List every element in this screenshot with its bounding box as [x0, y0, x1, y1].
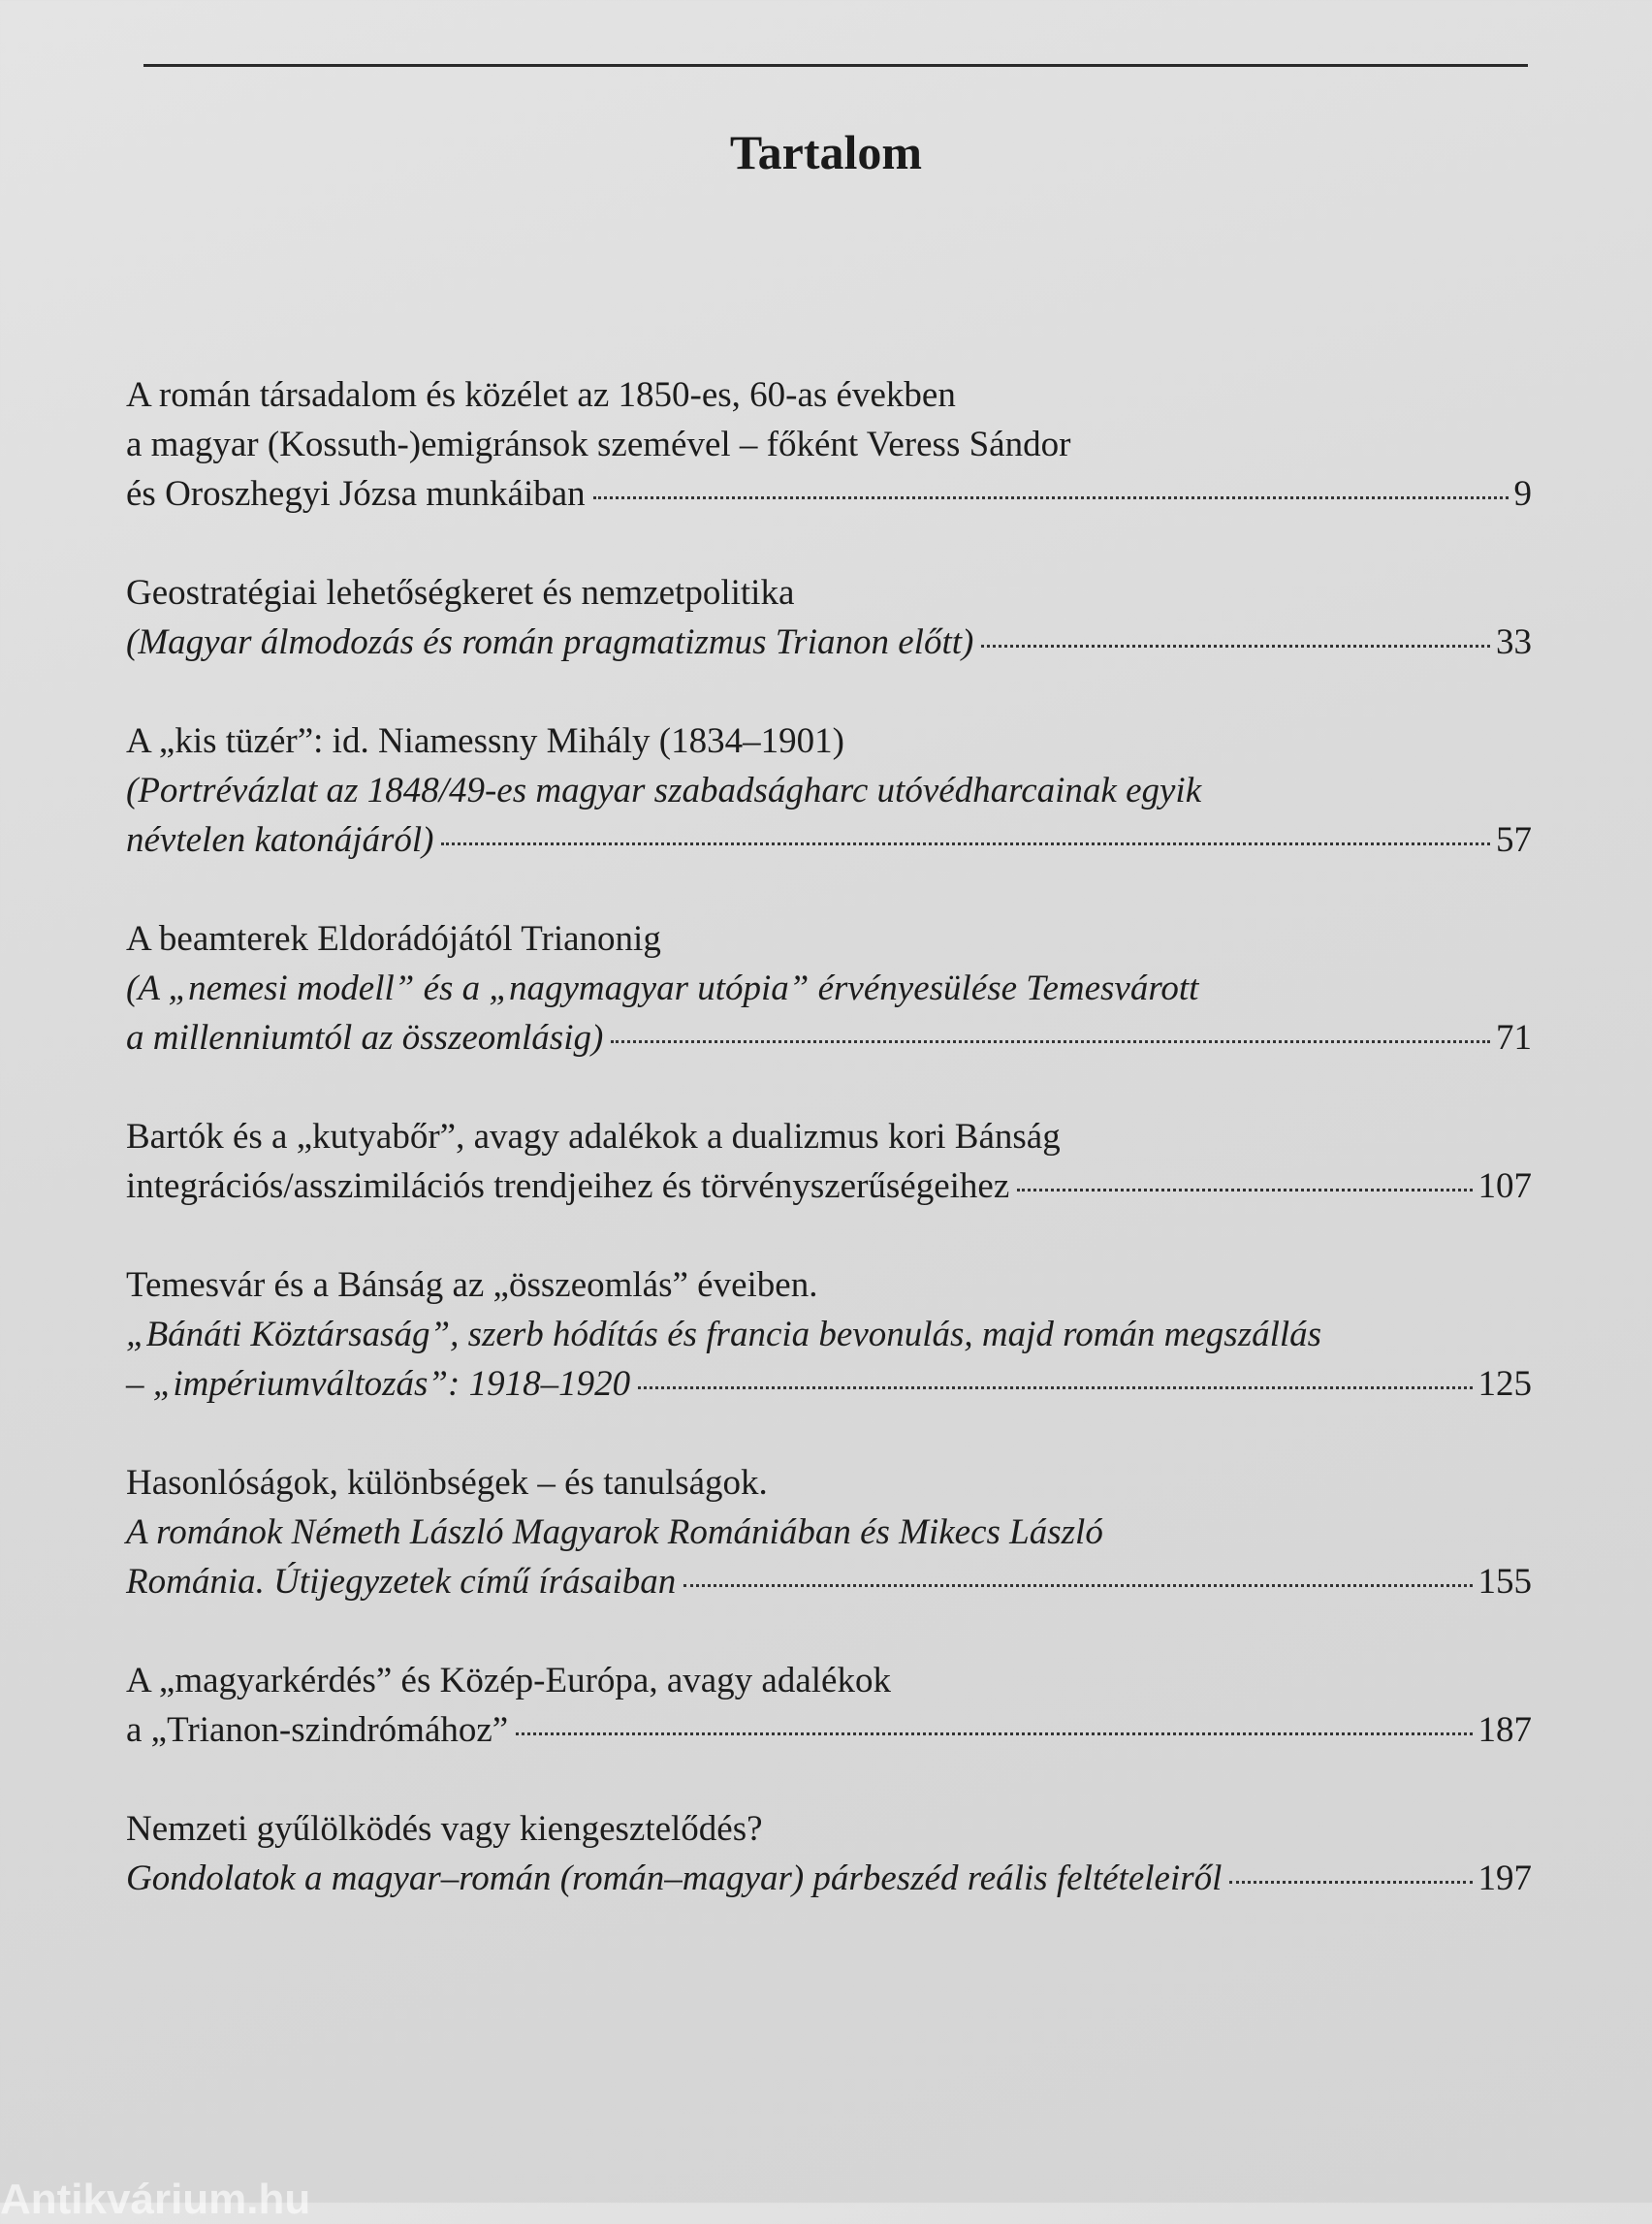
toc-entry-line: névtelen katonájáról): [126, 820, 434, 860]
dot-leader: [981, 645, 1490, 648]
toc-entry-last-line: [126, 1161, 1532, 1211]
toc-entry: [126, 716, 1532, 865]
toc-entry-line: a „Trianon-szindrómához”: [126, 1710, 509, 1750]
toc-entry: [126, 568, 1532, 667]
toc-entry-last-line: [126, 1705, 1532, 1755]
toc-entry-line: (A „nemesi modell” és a „nagymagyar utópia” érvényesülése Temesvárott: [126, 969, 1199, 1008]
dot-leader: [611, 1040, 1490, 1043]
page-title: Tartalom: [729, 125, 923, 179]
toc-entry-line: A „kis tüzér”: id. Niamessny Mihály (1834–1901): [126, 721, 844, 761]
toc-entry-last-line: [126, 469, 1532, 519]
page-number: 9: [1513, 474, 1532, 514]
toc-entry-line: A beamterek Eldorádójától Trianonig: [126, 919, 661, 959]
page-number: 187: [1477, 1710, 1532, 1750]
toc-entry-last-line: [126, 1359, 1532, 1409]
toc-entry-line: (Portrévázlat az 1848/49-es magyar szabadságharc utóvédharcainak egyik: [126, 771, 1202, 810]
dot-leader: [683, 1584, 1472, 1587]
page-number: 125: [1477, 1364, 1532, 1404]
toc-entry: [126, 1458, 1532, 1606]
toc-entry-last-line: [126, 815, 1532, 865]
toc-entry-line: Hasonlóságok, különbségek – és tanulságok.: [126, 1463, 768, 1503]
watermark: Antikvárium.hu: [0, 2176, 311, 2223]
page-number: 71: [1496, 1018, 1532, 1058]
page-number: 155: [1477, 1562, 1532, 1602]
toc-entry-line: Románia. Útijegyzetek című írásaiban: [126, 1562, 677, 1602]
toc-entry-line: A románok Németh László Magyarok Romániában és Mikecs László: [126, 1512, 1103, 1552]
toc-entry-line: integrációs/asszimilációs trendjeihez és törvényszerűségeihez: [126, 1166, 1010, 1206]
page-number: 57: [1496, 820, 1532, 860]
toc-entry: [126, 370, 1532, 519]
toc-entry-line: Geostratégiai lehetőségkeret és nemzetpolitika: [126, 573, 795, 613]
table-of-contents: [126, 370, 1532, 1953]
toc-entry: [126, 914, 1532, 1063]
toc-entry-line: A román társadalom és közélet az 1850-es, 60-as években: [126, 375, 956, 415]
toc-entry-line: Gondolatok a magyar–román (román–magyar) párbeszéd reális feltételeiről: [126, 1859, 1223, 1898]
toc-entry: [126, 1112, 1532, 1211]
toc-entry-line: a millenniumtól az összeomlásig): [126, 1018, 604, 1058]
page-number: 107: [1477, 1166, 1532, 1206]
dot-leader: [1017, 1189, 1472, 1191]
top-rule: [143, 64, 1528, 67]
dot-leader: [1229, 1881, 1472, 1884]
page-number: 33: [1496, 622, 1532, 662]
toc-entry-line: a magyar (Kossuth-)emigránsok szemével – főként Veress Sándor: [126, 425, 1071, 464]
dot-leader: [638, 1386, 1472, 1389]
toc-entry-last-line: [126, 1557, 1532, 1606]
toc-entry-line: Temesvár és a Bánság az „összeomlás” éveiben.: [126, 1265, 818, 1305]
toc-entry-line: Nemzeti gyűlölködés vagy kiengesztelődés?: [126, 1809, 763, 1849]
toc-entry-line: és Oroszhegyi Józsa munkáiban: [126, 474, 586, 514]
toc-entry: [126, 1656, 1532, 1755]
toc-entry-line: „Bánáti Köztársaság”, szerb hódítás és francia bevonulás, majd román megszállás: [126, 1315, 1322, 1354]
toc-entry-last-line: [126, 1013, 1532, 1063]
dot-leader: [516, 1732, 1472, 1735]
toc-entry: [126, 1260, 1532, 1409]
toc-entry-line: – „impériumváltozás”: 1918–1920: [126, 1364, 631, 1404]
dot-leader: [593, 496, 1509, 499]
toc-entry: [126, 1804, 1532, 1903]
toc-entry-line: A „magyarkérdés” és Közép-Európa, avagy adalékok: [126, 1661, 891, 1700]
toc-entry-last-line: [126, 618, 1532, 667]
toc-entry-line: (Magyar álmodozás és román pragmatizmus Trianon előtt): [126, 622, 974, 662]
toc-entry-last-line: [126, 1854, 1532, 1903]
dot-leader: [441, 842, 1490, 845]
toc-entry-line: Bartók és a „kutyabőr”, avagy adalékok a dualizmus kori Bánság: [126, 1117, 1061, 1157]
page-number: 197: [1477, 1859, 1532, 1898]
